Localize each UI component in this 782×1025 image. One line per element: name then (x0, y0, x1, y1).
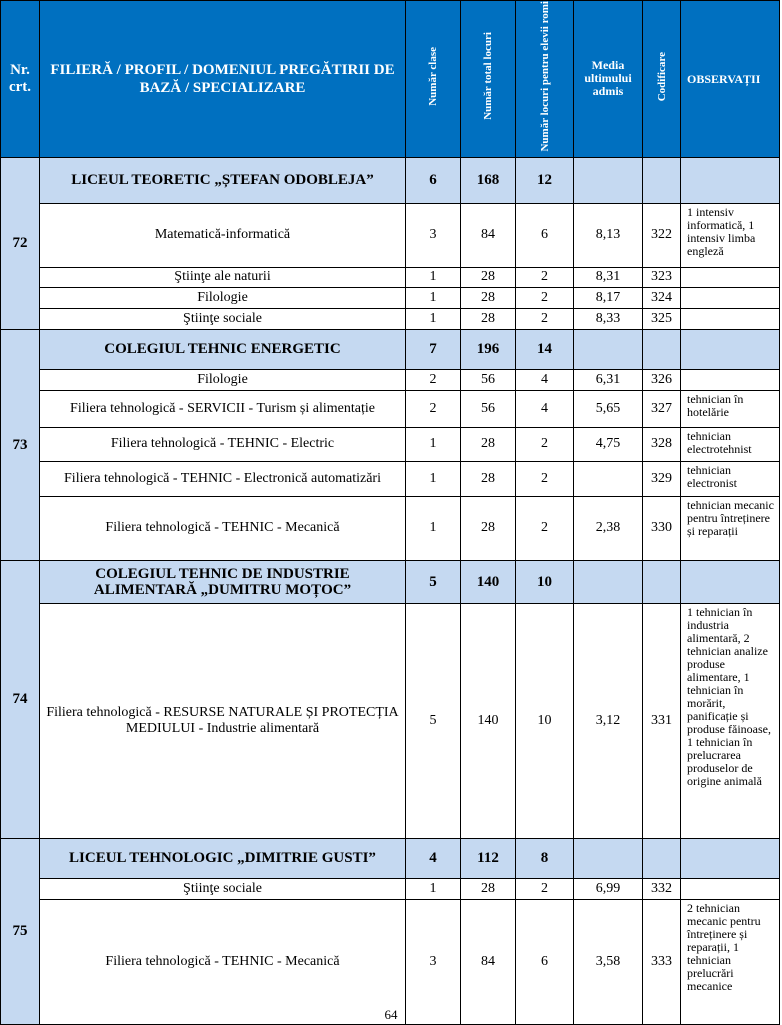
row-number: 73 (1, 329, 40, 560)
cell-locuri: 84 (461, 899, 516, 1024)
cell-media (574, 461, 643, 496)
cell-media: 5,65 (574, 390, 643, 427)
school-romi: 8 (516, 838, 574, 878)
cell-cod: 323 (643, 267, 681, 287)
cell-romi: 6 (516, 203, 574, 267)
cell-locuri: 56 (461, 369, 516, 390)
cell-observatii (681, 308, 780, 329)
header-codificare (643, 1, 681, 158)
cell-cod: 333 (643, 899, 681, 1024)
table-row (1, 390, 780, 427)
school-cod (643, 329, 681, 369)
school-row (1, 560, 780, 603)
table-row (1, 899, 780, 1024)
header-numar-total-locuri (461, 1, 516, 158)
cell-cod: 329 (643, 461, 681, 496)
cell-observatii: tehnician în hotelărie (681, 390, 780, 427)
specialization: Ştiinţe ale naturii (40, 267, 406, 287)
table-row (1, 267, 780, 287)
cell-cod: 324 (643, 287, 681, 308)
table-row (1, 461, 780, 496)
cell-media: 2,38 (574, 496, 643, 560)
cell-clase: 5 (406, 603, 461, 838)
school-obs (681, 560, 780, 603)
table-row (1, 203, 780, 267)
cell-observatii (681, 878, 780, 899)
cell-romi: 4 (516, 369, 574, 390)
header-codificare-label: Codificare (655, 51, 668, 101)
cell-romi: 2 (516, 267, 574, 287)
cell-romi: 10 (516, 603, 574, 838)
table-row (1, 496, 780, 560)
school-media (574, 157, 643, 203)
cell-media: 3,12 (574, 603, 643, 838)
cell-clase: 1 (406, 287, 461, 308)
table-header-row (1, 1, 780, 158)
cell-clase: 2 (406, 390, 461, 427)
cell-clase: 3 (406, 203, 461, 267)
cell-media: 6,31 (574, 369, 643, 390)
cell-cod: 330 (643, 496, 681, 560)
school-locuri: 112 (461, 838, 516, 878)
specialization: Filiera tehnologică - TEHNIC - Electronică automatizări (40, 461, 406, 496)
cell-cod: 322 (643, 203, 681, 267)
table-row (1, 603, 780, 838)
cell-media: 8,17 (574, 287, 643, 308)
cell-clase: 1 (406, 496, 461, 560)
cell-observatii: tehnician mecanic pentru întreținere și reparații (681, 496, 780, 560)
cell-locuri: 28 (461, 287, 516, 308)
header-media: Media ultimului admis (574, 1, 643, 158)
cell-clase: 1 (406, 461, 461, 496)
school-media (574, 838, 643, 878)
cell-cod: 326 (643, 369, 681, 390)
specialization: Filiera tehnologică - TEHNIC - Mecanică (40, 496, 406, 560)
cell-romi: 2 (516, 427, 574, 461)
school-romi: 14 (516, 329, 574, 369)
table-row (1, 878, 780, 899)
cell-clase: 3 (406, 899, 461, 1024)
school-romi: 12 (516, 157, 574, 203)
specialization: Filologie (40, 369, 406, 390)
specialization: Filiera tehnologică - RESURSE NATURALE ȘI PROTECȚIA MEDIULUI - Industrie alimentară (40, 603, 406, 838)
cell-locuri: 28 (461, 427, 516, 461)
cell-observatii (681, 267, 780, 287)
cell-locuri: 28 (461, 267, 516, 287)
cell-media: 8,31 (574, 267, 643, 287)
cell-locuri: 28 (461, 496, 516, 560)
cell-locuri: 28 (461, 461, 516, 496)
cell-romi: 2 (516, 878, 574, 899)
school-name: LICEUL TEHNOLOGIC „DIMITRIE GUSTI” (40, 838, 406, 878)
cell-romi: 2 (516, 496, 574, 560)
school-obs (681, 329, 780, 369)
school-clase: 6 (406, 157, 461, 203)
cell-locuri: 140 (461, 603, 516, 838)
header-numar-clase (406, 1, 461, 158)
cell-romi: 4 (516, 390, 574, 427)
school-row (1, 838, 780, 878)
specialization: Filiera tehnologică - TEHNIC - Mecanică (40, 899, 406, 1024)
school-cod (643, 838, 681, 878)
cell-romi: 2 (516, 308, 574, 329)
cell-cod: 327 (643, 390, 681, 427)
cell-locuri: 84 (461, 203, 516, 267)
specialization: Ştiinţe sociale (40, 878, 406, 899)
school-name: COLEGIUL TEHNIC DE INDUSTRIE ALIMENTARĂ „DUMITRU MOȚOC” (40, 560, 406, 603)
row-number: 72 (1, 157, 40, 329)
cell-media: 6,99 (574, 878, 643, 899)
school-media (574, 329, 643, 369)
cell-observatii: 1 intensiv informatică, 1 intensiv limba engleză (681, 203, 780, 267)
cell-cod: 331 (643, 603, 681, 838)
school-clase: 7 (406, 329, 461, 369)
school-media (574, 560, 643, 603)
school-locuri: 168 (461, 157, 516, 203)
page-number: 64 (384, 1007, 398, 1022)
cell-clase: 1 (406, 267, 461, 287)
specialization: Filologie (40, 287, 406, 308)
cell-clase: 1 (406, 427, 461, 461)
header-numar-clase-label: Număr clase (427, 46, 439, 106)
cell-clase: 2 (406, 369, 461, 390)
header-nr-crt: Nr. crt. (1, 1, 40, 158)
cell-observatii (681, 287, 780, 308)
school-row (1, 329, 780, 369)
cell-locuri: 28 (461, 878, 516, 899)
school-clase: 4 (406, 838, 461, 878)
row-number: 74 (1, 560, 40, 838)
specialization: Matematică-informatică (40, 203, 406, 267)
school-obs (681, 157, 780, 203)
cell-media: 3,58 (574, 899, 643, 1024)
header-numar-locuri-romi-label: Număr locuri pentru elevii romi (538, 1, 551, 152)
table-row (1, 369, 780, 390)
cell-observatii: tehnician electrotehnist (681, 427, 780, 461)
cell-locuri: 56 (461, 390, 516, 427)
cell-romi: 2 (516, 287, 574, 308)
school-name: COLEGIUL TEHNIC ENERGETIC (40, 329, 406, 369)
school-obs (681, 838, 780, 878)
school-locuri: 196 (461, 329, 516, 369)
cell-media: 8,33 (574, 308, 643, 329)
header-filiera: FILIERĂ / PROFIL / DOMENIUL PREGĂTIRII DE BAZĂ / SPECIALIZARE (40, 1, 406, 158)
specialization: Filiera tehnologică - TEHNIC - Electric (40, 427, 406, 461)
cell-locuri: 28 (461, 308, 516, 329)
cell-observatii (681, 369, 780, 390)
school-romi: 10 (516, 560, 574, 603)
cell-clase: 1 (406, 308, 461, 329)
school-name: LICEUL TEORETIC „ȘTEFAN ODOBLEJA” (40, 157, 406, 203)
cell-observatii: 1 tehnician în industria alimentară, 2 tehnician analize produse alimentare, 1 tehnician în morărit, panificație și produse făinoase, 1 tehnician în prelucrarea produselor de origine animală (681, 603, 780, 838)
cell-romi: 6 (516, 899, 574, 1024)
table-row (1, 427, 780, 461)
header-numar-total-locuri-label: Număr total locuri (482, 32, 494, 121)
school-cod (643, 560, 681, 603)
school-cod (643, 157, 681, 203)
cell-clase: 1 (406, 878, 461, 899)
cell-media: 4,75 (574, 427, 643, 461)
table-row (1, 287, 780, 308)
school-locuri: 140 (461, 560, 516, 603)
row-number: 75 (1, 838, 40, 1024)
school-row (1, 157, 780, 203)
header-numar-locuri-romi (516, 1, 574, 158)
cell-cod: 328 (643, 427, 681, 461)
school-clase: 5 (406, 560, 461, 603)
cell-cod: 325 (643, 308, 681, 329)
header-observatii: OBSERVAȚII (681, 1, 780, 158)
table-row (1, 308, 780, 329)
cell-observatii: 2 tehnician mecanic pentru întreținere și reparații, 1 tehnician prelucrări mecanice (681, 899, 780, 1024)
cell-observatii: tehnician electronist (681, 461, 780, 496)
specialization: Ştiinţe sociale (40, 308, 406, 329)
cell-media: 8,13 (574, 203, 643, 267)
specialization: Filiera tehnologică - SERVICII - Turism și alimentație (40, 390, 406, 427)
cell-cod: 332 (643, 878, 681, 899)
cell-romi: 2 (516, 461, 574, 496)
